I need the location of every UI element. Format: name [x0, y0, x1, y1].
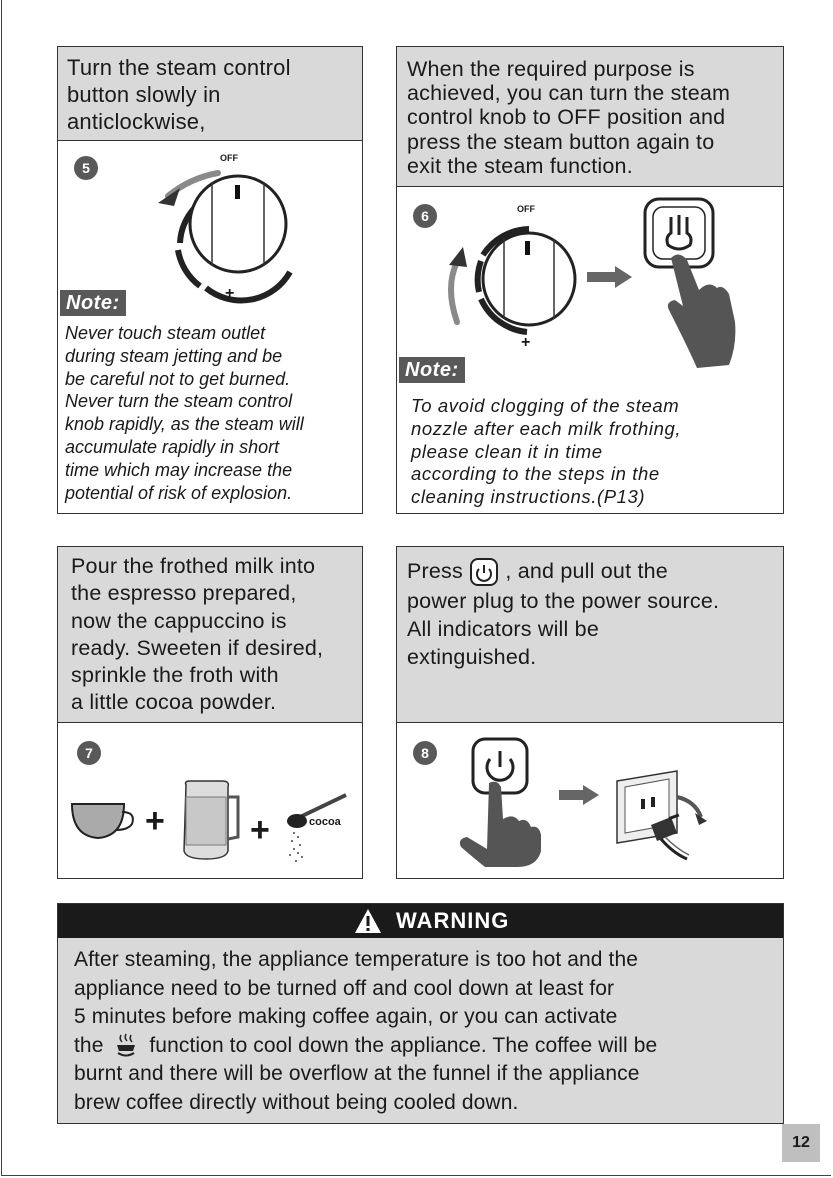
step-5-panel	[57, 46, 363, 514]
warning-text	[74, 946, 775, 1117]
page-number: 12	[782, 1124, 820, 1162]
warning-bar	[58, 904, 783, 938]
cup-icon	[70, 800, 136, 842]
step-5-off-label: OFF	[220, 153, 238, 163]
pointing-hand-icon	[659, 250, 739, 370]
step-6-header	[397, 47, 783, 187]
step-7-header-text: Pour the frothed milk into the espresso prepared, now the cappuccino is ready. Sweeten if desired, sprinkle the froth with a little cocoa powder.	[71, 554, 324, 715]
milk-jug-icon	[180, 779, 242, 861]
step-8-header-rest-2: power plug to the power source. All indicators will be extinguished.	[407, 589, 720, 670]
step-6-note-label: Note:	[399, 357, 465, 383]
right-arrow-icon	[559, 785, 599, 805]
step-6-panel	[396, 46, 784, 514]
hot-water-icon	[109, 1033, 143, 1059]
step-8-press-text: Press	[407, 559, 463, 583]
step-6-header-text: When the required purpose is achieved, you can turn the steam control knob to OFF position and press the steam button again to exit the steam function.	[407, 57, 731, 178]
step-7-plus-1: +	[145, 802, 165, 840]
steam-dial-icon	[150, 148, 320, 298]
step-8-header-text	[407, 557, 779, 671]
cocoa-spoon-icon	[284, 789, 350, 869]
power-button-icon	[469, 557, 499, 587]
step-6-badge: 6	[413, 204, 437, 228]
step-7-badge: 7	[77, 741, 101, 765]
step-7-plus-2: +	[250, 811, 270, 849]
step-6-note-text: To avoid clogging of the steam nozzle after each milk frothing, please clean it in time according to the steps in the cleaning instructions.(P13)	[411, 395, 682, 508]
step-5-header	[58, 47, 362, 141]
step-7-cocoa-label: cocoa	[309, 816, 341, 828]
step-7-header	[58, 547, 362, 723]
pointing-hand-icon	[457, 779, 547, 869]
step-8-header	[397, 547, 783, 723]
step-5-badge: 5	[74, 156, 98, 180]
step-7-panel	[57, 546, 363, 879]
steam-dial-icon	[437, 197, 587, 347]
right-arrow-icon	[587, 266, 632, 288]
warning-title: WARNING	[396, 908, 510, 933]
warning-box	[57, 903, 784, 1124]
step-5-plus-label: +	[225, 285, 235, 302]
step-8-badge: 8	[413, 741, 437, 765]
step-8-header-rest-1: , and pull out the	[505, 559, 668, 583]
step-5-header-text: Turn the steam control button slowly in anticlockwise,	[67, 55, 291, 134]
step-5-note-label: Note:	[60, 290, 126, 316]
curved-arrow-icon	[451, 262, 457, 322]
plug-icon	[643, 803, 703, 863]
warning-text-2: function to cool down the appliance. The coffee will be burnt and there will be overflow at the funnel if the appliance brew coffee directly without being cooled down.	[74, 1033, 658, 1114]
step-5-note-text: Never touch steam outlet during steam jetting and be be careful not to get burned. Never turn the steam control knob rapidly, as the steam will accumulate rapidly in short time which may increase the potential of risk of explosion.	[65, 323, 304, 503]
step-6-plus-label: +	[521, 334, 531, 351]
warning-triangle-icon	[354, 908, 382, 934]
warning-text-1: After steaming, the appliance temperature is too hot and the appliance need to be turned off and cool down at least for 5 minutes before making coffee again, or you can activate the	[74, 948, 639, 1057]
step-8-panel	[396, 546, 784, 879]
step-6-off-label: OFF	[517, 204, 535, 214]
